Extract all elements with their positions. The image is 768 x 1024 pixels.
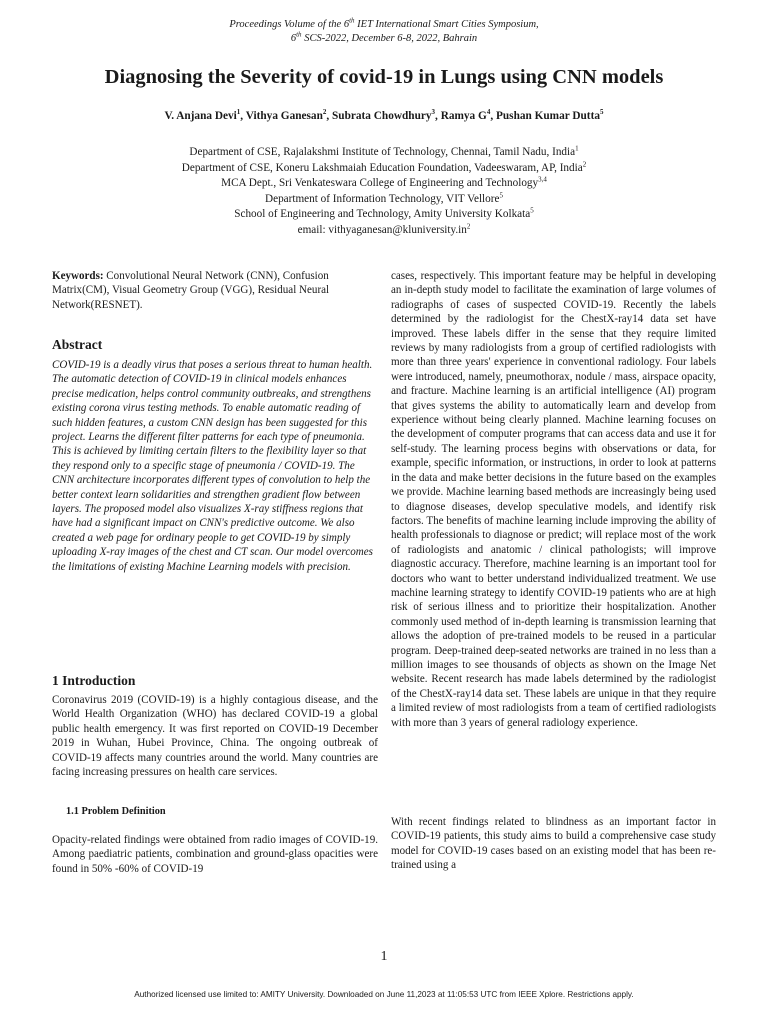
author-list — [0, 110, 768, 122]
affiliation-email: email: $vithyaganesan@kluniversity.in^2$ — [297, 221, 471, 236]
page-number: 1 — [380, 949, 388, 964]
license-footer: Authorized licensed use limited to: AMITY University. Downloaded on June 11,2023 at 11:05:53 UTC from IEEE Xplore. Restrictions apply. — [134, 990, 634, 999]
keywords-text: Convolutional Neural Network (CNN), Confusion Matrix(CM), Visual Geometry Group (VGG), Residual Neural Network(RESNET). — [52, 270, 330, 311]
author: Subrata Chowdhury$^3$, — [332, 108, 441, 122]
problem-definition-heading: 1.1 Problem Definition — [66, 806, 166, 817]
author: Vithya Ganesan$^2$, — [245, 108, 333, 122]
header-line-1: Proceedings Volume of the 6th IET International Smart Cities Symposium, — [229, 16, 539, 30]
affiliation: Department of CSE, Rajalakshmi Institute of Technology, Chennai, Tamil Nadu, India$^1$ — [189, 144, 579, 158]
affiliations — [0, 145, 768, 238]
header-line-2: 6th SCS-2022, December 6-8, 2022, Bahrain — [290, 30, 478, 44]
keywords — [52, 269, 378, 312]
proceedings-header — [0, 18, 768, 46]
right-column-paragraph-2: With recent findings related to blindness as an important factor in COVID-19 patients, this study aims to build a comprehensive case study model for COVID-19 cases based on an existing model that has been re-trained using a — [391, 816, 716, 872]
paper-title: Diagnosing the Severity of covid-19 in Lungs using CNN models — [104, 66, 664, 88]
introduction-text: Coronavirus 2019 (COVID-19) is a highly contagious disease, and the World Health Organization (WHO) has declared COVID-19 a global public health emergency. It was first reported on COVID-19 December 2019 in Wuhan, Hubei Province, China. The ongoing outbreak of COVID-19 affects many countries around the world. Many countries are facing increasing pressures on health care services. — [52, 694, 378, 779]
introduction-heading: 1 Introduction — [52, 673, 136, 688]
abstract-heading: Abstract — [52, 337, 103, 352]
affiliation: MCA Dept., Sri Venkateswara College of Engineering and Technology$^{3,4}$ — [221, 175, 547, 189]
affiliation: Department of Information Technology, VIT Vellore$^5$ — [265, 190, 503, 205]
affiliation: School of Engineering and Technology, Amity University Kolkata$^5$ — [234, 206, 534, 220]
right-column-paragraph-1: cases, respectively. This important feature may be helpful in developing an in-depth study model to facilitate the examination of large volumes of radiographs of cases of suspected COVID-19. Recently the labels determined by the radiologist for the ChestX-ray14 data set have improved. These labels differ in the sense that they require limited reviews by many radiologists from a group of certified radiologists with more than three years' experience in conventional radiology. Four labels were introduced, namely, pneumothorax, nodule / mass, airspace opacity, and fracture. Machine learning is an artificial intelligence (AI) program that gives systems the ability to automatically learn and develop from experience without being clearly planned. Machine learning focuses on the development of computer programs that can access data and use it for self-study. The learning process begins with observations or data, for example, specific information, or instructions, in order to look at patterns in the data and make better decisions in the future based on the examples we provide. Machine learning based methods are increasingly being used to diagnose diseases, develop speculative models, and identify risk factors. The benefits of machine learning include improving the ability of health professionals to diagnose or predict; will replace most of the work of radiologists and anatomic / clinical pathologists; will improve diagnostic accuracy. Therefore, machine learning is an important tool for doctors who want to better understand individualized treatment. We use machine learning strategy to identify COVID-19 patients who are at high risk of serious illness and to prioritize their hospitalization. Another commonly used method of in-depth learning is transmission learning that allows the adoption of pre-trained models to be reused in a particular program. Deep-trained deep-seated networks are trained in no less than a million images to see thousands of objects as shown on the Image Net website. Recent research has made labels determined by the radiologist of the ChestX-ray14 data set. These labels are unique in that they require a limited review of most radiologists from a team of certified radiologists with more than 3 years of general radiology experience. — [391, 270, 716, 729]
problem-definition-text: Opacity-related findings were obtained from radio images of COVID-19. Among paediatric patients, combination and ground-glass opacities were found in 50% -60% of COVID-19 — [52, 834, 378, 875]
author: Ramya $G^4$, — [440, 108, 496, 122]
author: V. Anjana Devi$^1$, — [164, 108, 246, 122]
author: Pushan Kumar Dutta$^5$ — [495, 108, 604, 122]
abstract-text: COVID-19 is a deadly virus that poses a serious threat to human health. The automatic detection of COVID-19 in clinical models enhances precise medication, helps control community outbreaks, and strengthens existing corona virus testing methods. To enable automatic reading of such hidden features, a custom CNN design has been suggested for this project. Learns the different filter patterns for each type of pneumonia. This is achieved by limiting certain filters to the flexibility layer so that they respond only to a specific stage of pneumonia / COVID-19. The CNN architecture incorporates different types of convolution to help the better context learn solidarities and strengthen gradient flow between layers. The proposed model also visualizes X-ray stiffness regions that have had a significant impact on CNN's predictive outcome. We also created a web page for ordinary people to get COVID-19 by simply uploading X-ray images of the chest and CT scan. Our model overcomes the limitations of existing Machine Learning models with precision. — [52, 359, 373, 573]
affiliation: Department of CSE, Koneru Lakshmaiah Education Foundation, Vadeeswaram, AP, India$^2$ — [181, 159, 587, 174]
keywords-label: Keywords: — [52, 270, 104, 282]
